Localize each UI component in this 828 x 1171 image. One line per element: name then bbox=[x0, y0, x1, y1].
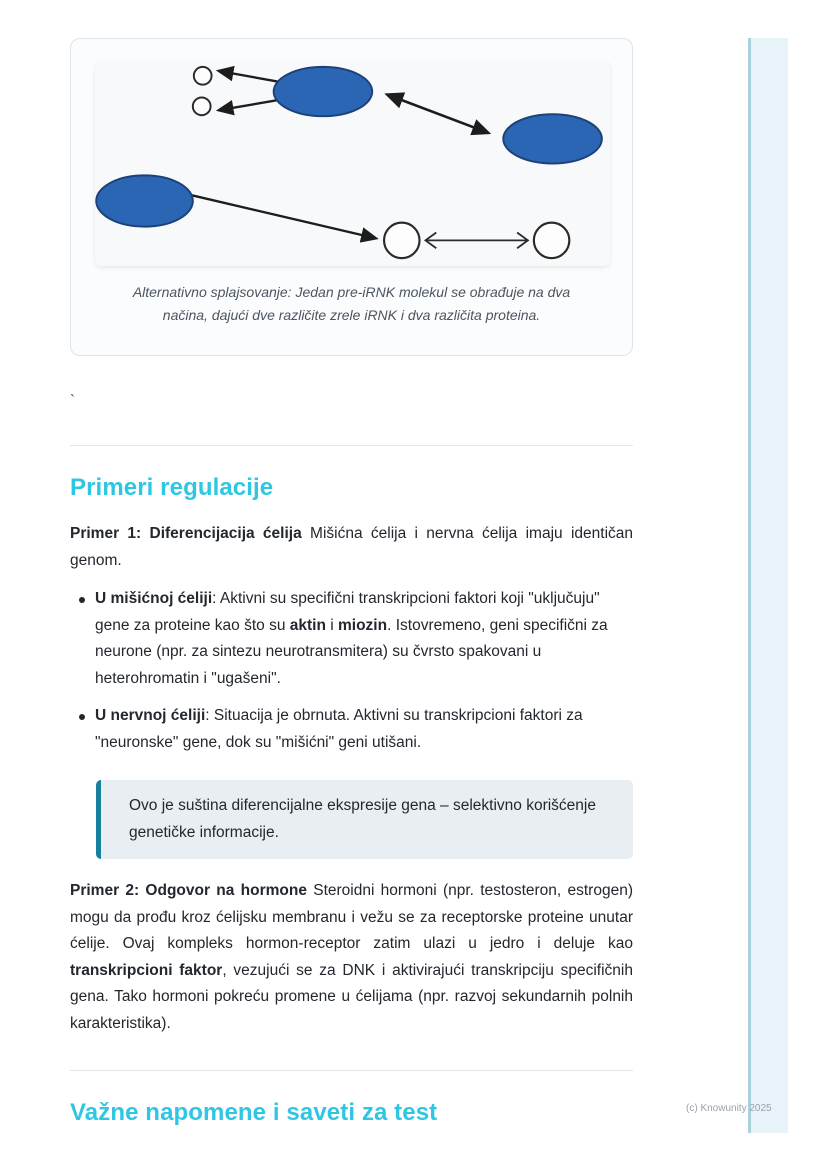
stray-backtick-text: ` bbox=[70, 392, 75, 409]
alternative-splicing-diagram bbox=[95, 61, 610, 266]
paragraph-primer-2: Primer 2: Odgovor na hormone Steroidni hormoni (npr. testosteron, estrogen) mogu da prođu kroz ćelijsku membranu i vežu se za receptorske proteine unutar ćelije. Ovaj kompleks hormon-receptor zatim ulazi u jedro i deluje kao transkripcioni faktor, vezujući se za DNK i aktivirajući transkripciju specifičnih gena. Tako hormoni pokreću promene u ćelijama (npr. razvoj sekundarnih polnih karakteristika). bbox=[70, 882, 633, 1032]
divider bbox=[70, 1070, 633, 1071]
bottom-circle-1 bbox=[384, 223, 419, 258]
splicing-diagram-svg bbox=[95, 61, 610, 266]
callout-note bbox=[96, 780, 633, 859]
paragraph-primer-1: Primer 1: Diferencijacija ćelija Mišićna ćelija i nervna ćelija imaju identičan genom. bbox=[70, 525, 634, 569]
page-edge-highlight-bar bbox=[748, 38, 788, 1133]
list-item-nerve-cell: U nervnoj ćeliji: Situacija je obrnuta. Aktivni su transkripcioni faktori za "neuronske" gene, dok su "mišićni" geni utišani. bbox=[70, 703, 633, 756]
footer-credit: (c) Knowunity 2025 bbox=[686, 1103, 772, 1114]
blue-ellipse-left bbox=[96, 175, 193, 226]
small-circle-1 bbox=[194, 67, 212, 85]
figure-card bbox=[70, 38, 633, 356]
bullet-list bbox=[70, 586, 633, 756]
blue-ellipse-top bbox=[274, 67, 373, 116]
section-heading-primeri-regulacije: Primeri regulacije bbox=[70, 474, 274, 501]
blue-ellipse-right bbox=[503, 114, 602, 163]
section-heading-vazne-napomene: Važne napomene i saveti za test bbox=[70, 1099, 438, 1126]
bottom-circle-2 bbox=[534, 223, 569, 258]
divider bbox=[70, 445, 633, 446]
small-circle-2 bbox=[193, 97, 211, 115]
document-content bbox=[70, 38, 633, 1127]
callout-text: Ovo je suština diferencijalne ekspresije gena – selektivno korišćenje genetičke informacije. bbox=[129, 797, 596, 841]
list-item-muscle-cell: U mišićnoj ćeliji: Aktivni su specifični transkripcioni faktori koji "uključuju" gene za proteine kao što su aktin i miozin. Istovremeno, geni specifični za neurone (npr. za sintezu neurotransmitera) su čvrsto spakovani u heterohromatin i "ugašeni". bbox=[70, 586, 633, 692]
double-arrow-top bbox=[387, 95, 489, 133]
figure-caption: Alternativno splajsovanje: Jedan pre-iRNK molekul se obrađuje na dva načina, dajući dve različite zrele iRNK i dva različita proteina. bbox=[132, 284, 571, 323]
arrow-to-bottom-circle bbox=[191, 195, 376, 238]
